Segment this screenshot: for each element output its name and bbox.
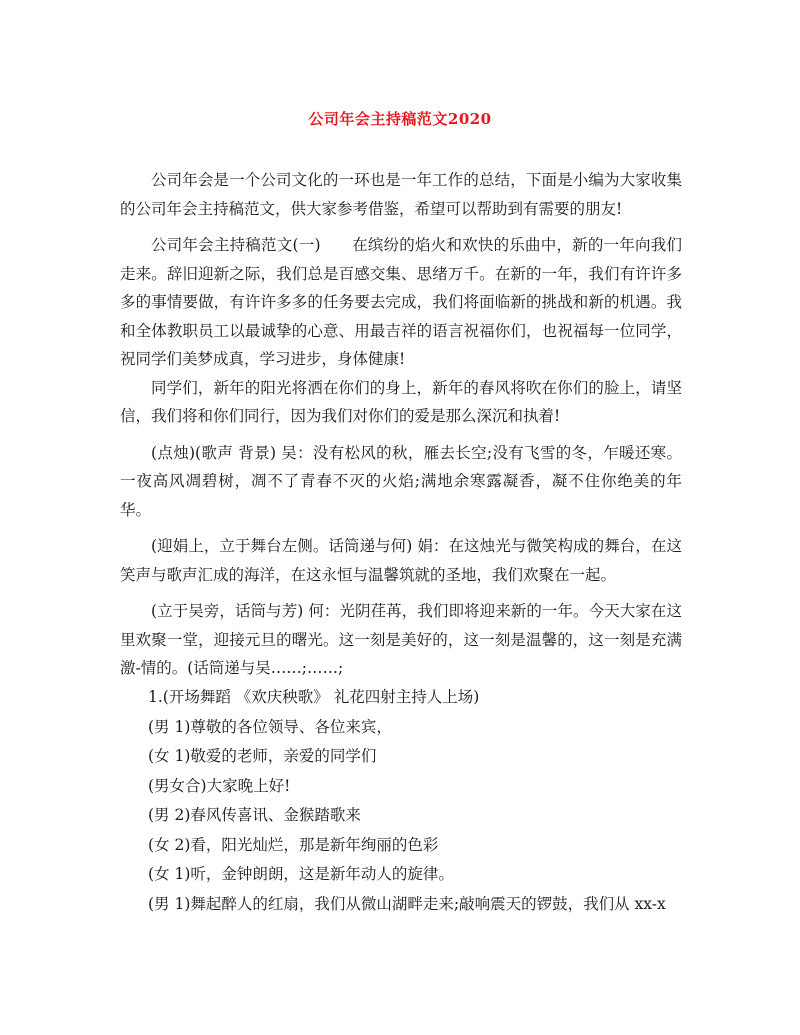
paragraph-he: (立于吴旁，话筒与芳) 何：光阴荏苒，我们即将迎来新的一年。今天大家在这里欢聚一堂，迎接元旦的曙光。这一刻是美好的，这一刻是温馨的，这一刻是充满激-情的。(话筒递与吴……;……;: [120, 602, 682, 677]
script-line: (男 1)舞起醉人的红扇，我们从微山湖畔走来;敲响震天的锣鼓，我们从 xx-x: [148, 894, 666, 913]
script-line: (女 1)敬爱的老师，亲爱的同学们: [148, 747, 377, 765]
script-line: 1.(开场舞蹈 《欢庆秧歌》 礼花四射主持人上场): [148, 688, 480, 706]
script-line: (女 1)听，金钟朗朗，这是新年动人的旋律。: [148, 865, 454, 883]
script-lines: [148, 683, 688, 919]
document-body: [120, 166, 682, 691]
paragraph-intro: 公司年会是一个公司文化的一环也是一年工作的总结，下面是小编为大家收集的公司年会主持稿范文，供大家参考借鉴，希望可以帮助到有需要的朋友!: [120, 171, 682, 218]
script-line: (男女合)大家晚上好!: [148, 776, 291, 795]
paragraph-sample-one: 公司年会主持稿范文(一) 在缤纷的焰火和欢快的乐曲中，新的一年向我们走来。辞旧迎新之际，我们总是百感交集、思绪万千。在新的一年，我们有许许多多的事情要做，有许许多多的任务要去完成，我们将面临新的挑战和新的机遇。我和全体教职员工以最诚挚的心意、用最吉祥的语言祝福你们，也祝福每一位同学，祝同学们美梦成真，学习进步，身体健康!: [120, 236, 682, 368]
document-title: 公司年会主持稿范文2020: [308, 110, 492, 128]
paragraph-candle: (点烛)(歌声 背景) 吴：没有松风的秋，雁去长空;没有飞雪的冬，乍暖还寒。一夜高风凋碧树，凋不了青春不灭的火焰;满地余寒露凝香，凝不住你绝美的年华。: [120, 443, 682, 519]
paragraph-students: 同学们，新年的阳光将洒在你们的身上，新年的春风将吹在你们的脸上，请坚信，我们将和你们同行，因为我们对你们的爱是那么深沉和执着!: [120, 378, 682, 425]
script-line: (男 2)春风传喜讯、金猴踏歌来: [148, 806, 361, 824]
script-line: (女 2)看，阳光灿烂，那是新年绚丽的色彩: [148, 835, 439, 854]
script-line: (男 1)尊敬的各位领导、各位来宾，: [148, 717, 392, 736]
paragraph-juan: (迎娟上，立于舞台左侧。话筒递与何) 娟：在这烛光与微笑构成的舞台，在这笑声与歌声汇成的海洋，在这永恒与温馨筑就的圣地，我们欢聚在一起。: [120, 537, 682, 584]
